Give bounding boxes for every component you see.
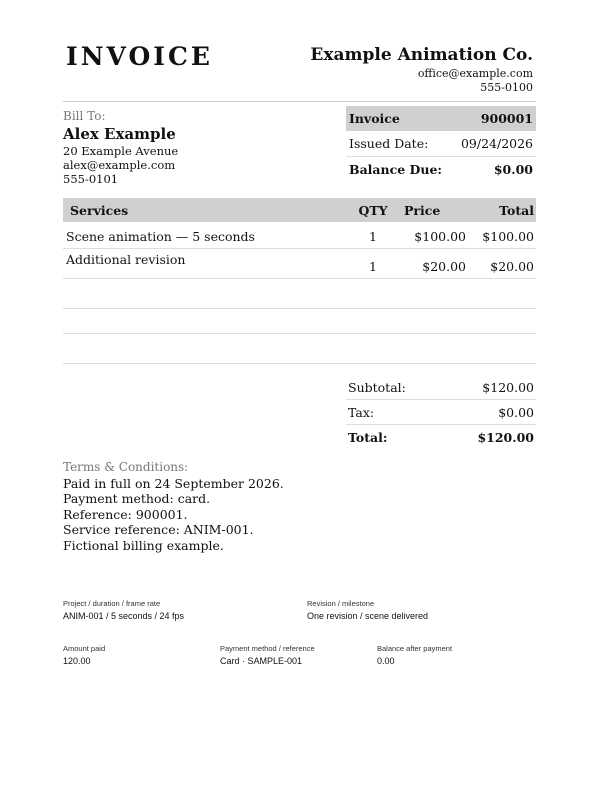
issued-date-value: 09/24/2026 (460, 136, 533, 151)
table-row (63, 222, 536, 249)
subtotal-label: Subtotal: (348, 379, 406, 395)
totals-table (346, 375, 536, 449)
tax-row (346, 400, 536, 425)
bill-to-address: 20 Example Avenue (63, 144, 179, 158)
service-total: $100.00 (482, 229, 534, 244)
bill-to-email: alex@example.com (63, 158, 176, 172)
total-label: Total: (348, 429, 388, 445)
service-price: $20.00 (422, 259, 466, 274)
services-header-price: Price (404, 202, 441, 218)
company-name: Example Animation Co. (310, 45, 533, 65)
amount-paid-value: 120.00 (63, 656, 91, 666)
balance-due-row (346, 157, 536, 182)
terms-line: Fictional billing example. (63, 538, 224, 553)
amount-paid-label: Amount paid (63, 644, 106, 653)
services-header (63, 198, 536, 222)
invoice-meta-table (346, 106, 536, 182)
balance-due-value: $0.00 (493, 162, 533, 177)
bill-to-label: Bill To: (63, 109, 106, 123)
balance-after-value: 0.00 (377, 656, 395, 666)
total-row (346, 425, 536, 449)
revision-label: Revision / milestone (307, 599, 375, 608)
services-header-name: Services (70, 202, 129, 218)
empty-table-row (63, 279, 536, 309)
balance-after-label: Balance after payment (377, 644, 453, 653)
invoice-number: 900001 (480, 111, 533, 126)
revision-value: One revision / scene delivered (307, 611, 429, 621)
tax-label: Tax: (348, 404, 375, 420)
issued-date-row (346, 131, 536, 157)
services-header-total: Total (499, 202, 534, 218)
project-label: Project / duration / frame rate (63, 599, 161, 608)
service-name: Additional revision (66, 252, 186, 267)
service-total: $20.00 (490, 259, 534, 274)
payment-method-label: Payment method / reference (220, 644, 315, 653)
company-email: office@example.com (417, 67, 533, 80)
invoice-label: Invoice (349, 111, 400, 126)
bill-to-phone: 555-0101 (63, 172, 119, 186)
payment-method-value: Card · SAMPLE-001 (220, 656, 303, 666)
terms-line: Reference: 900001. (63, 507, 188, 522)
empty-table-row (63, 334, 536, 364)
tax-value: $0.00 (498, 404, 534, 420)
subtotal-row (346, 375, 536, 400)
table-row (63, 249, 536, 279)
company-phone: 555-0100 (480, 81, 533, 94)
service-qty: 1 (369, 229, 377, 244)
terms-line: Payment method: card. (63, 491, 211, 506)
invoice-title: INVOICE (66, 42, 213, 71)
terms-line: Paid in full on 24 September 2026. (63, 476, 284, 491)
service-qty: 1 (369, 259, 377, 274)
services-header-qty: QTY (358, 202, 388, 218)
bill-to-name: Alex Example (63, 125, 176, 143)
terms-label: Terms & Conditions: (63, 460, 189, 474)
project-value: ANIM-001 / 5 seconds / 24 fps (63, 611, 185, 621)
total-value: $120.00 (477, 429, 534, 445)
subtotal-value: $120.00 (482, 379, 534, 395)
header-divider (63, 101, 536, 102)
empty-table-row (63, 309, 536, 334)
issued-date-label: Issued Date: (349, 136, 429, 151)
service-name: Scene animation — 5 seconds (66, 229, 255, 244)
terms-line: Service reference: ANIM-001. (63, 522, 254, 537)
services-table (63, 198, 536, 364)
service-price: $100.00 (414, 229, 466, 244)
balance-due-label: Balance Due: (349, 162, 443, 177)
invoice-number-row (346, 106, 536, 131)
